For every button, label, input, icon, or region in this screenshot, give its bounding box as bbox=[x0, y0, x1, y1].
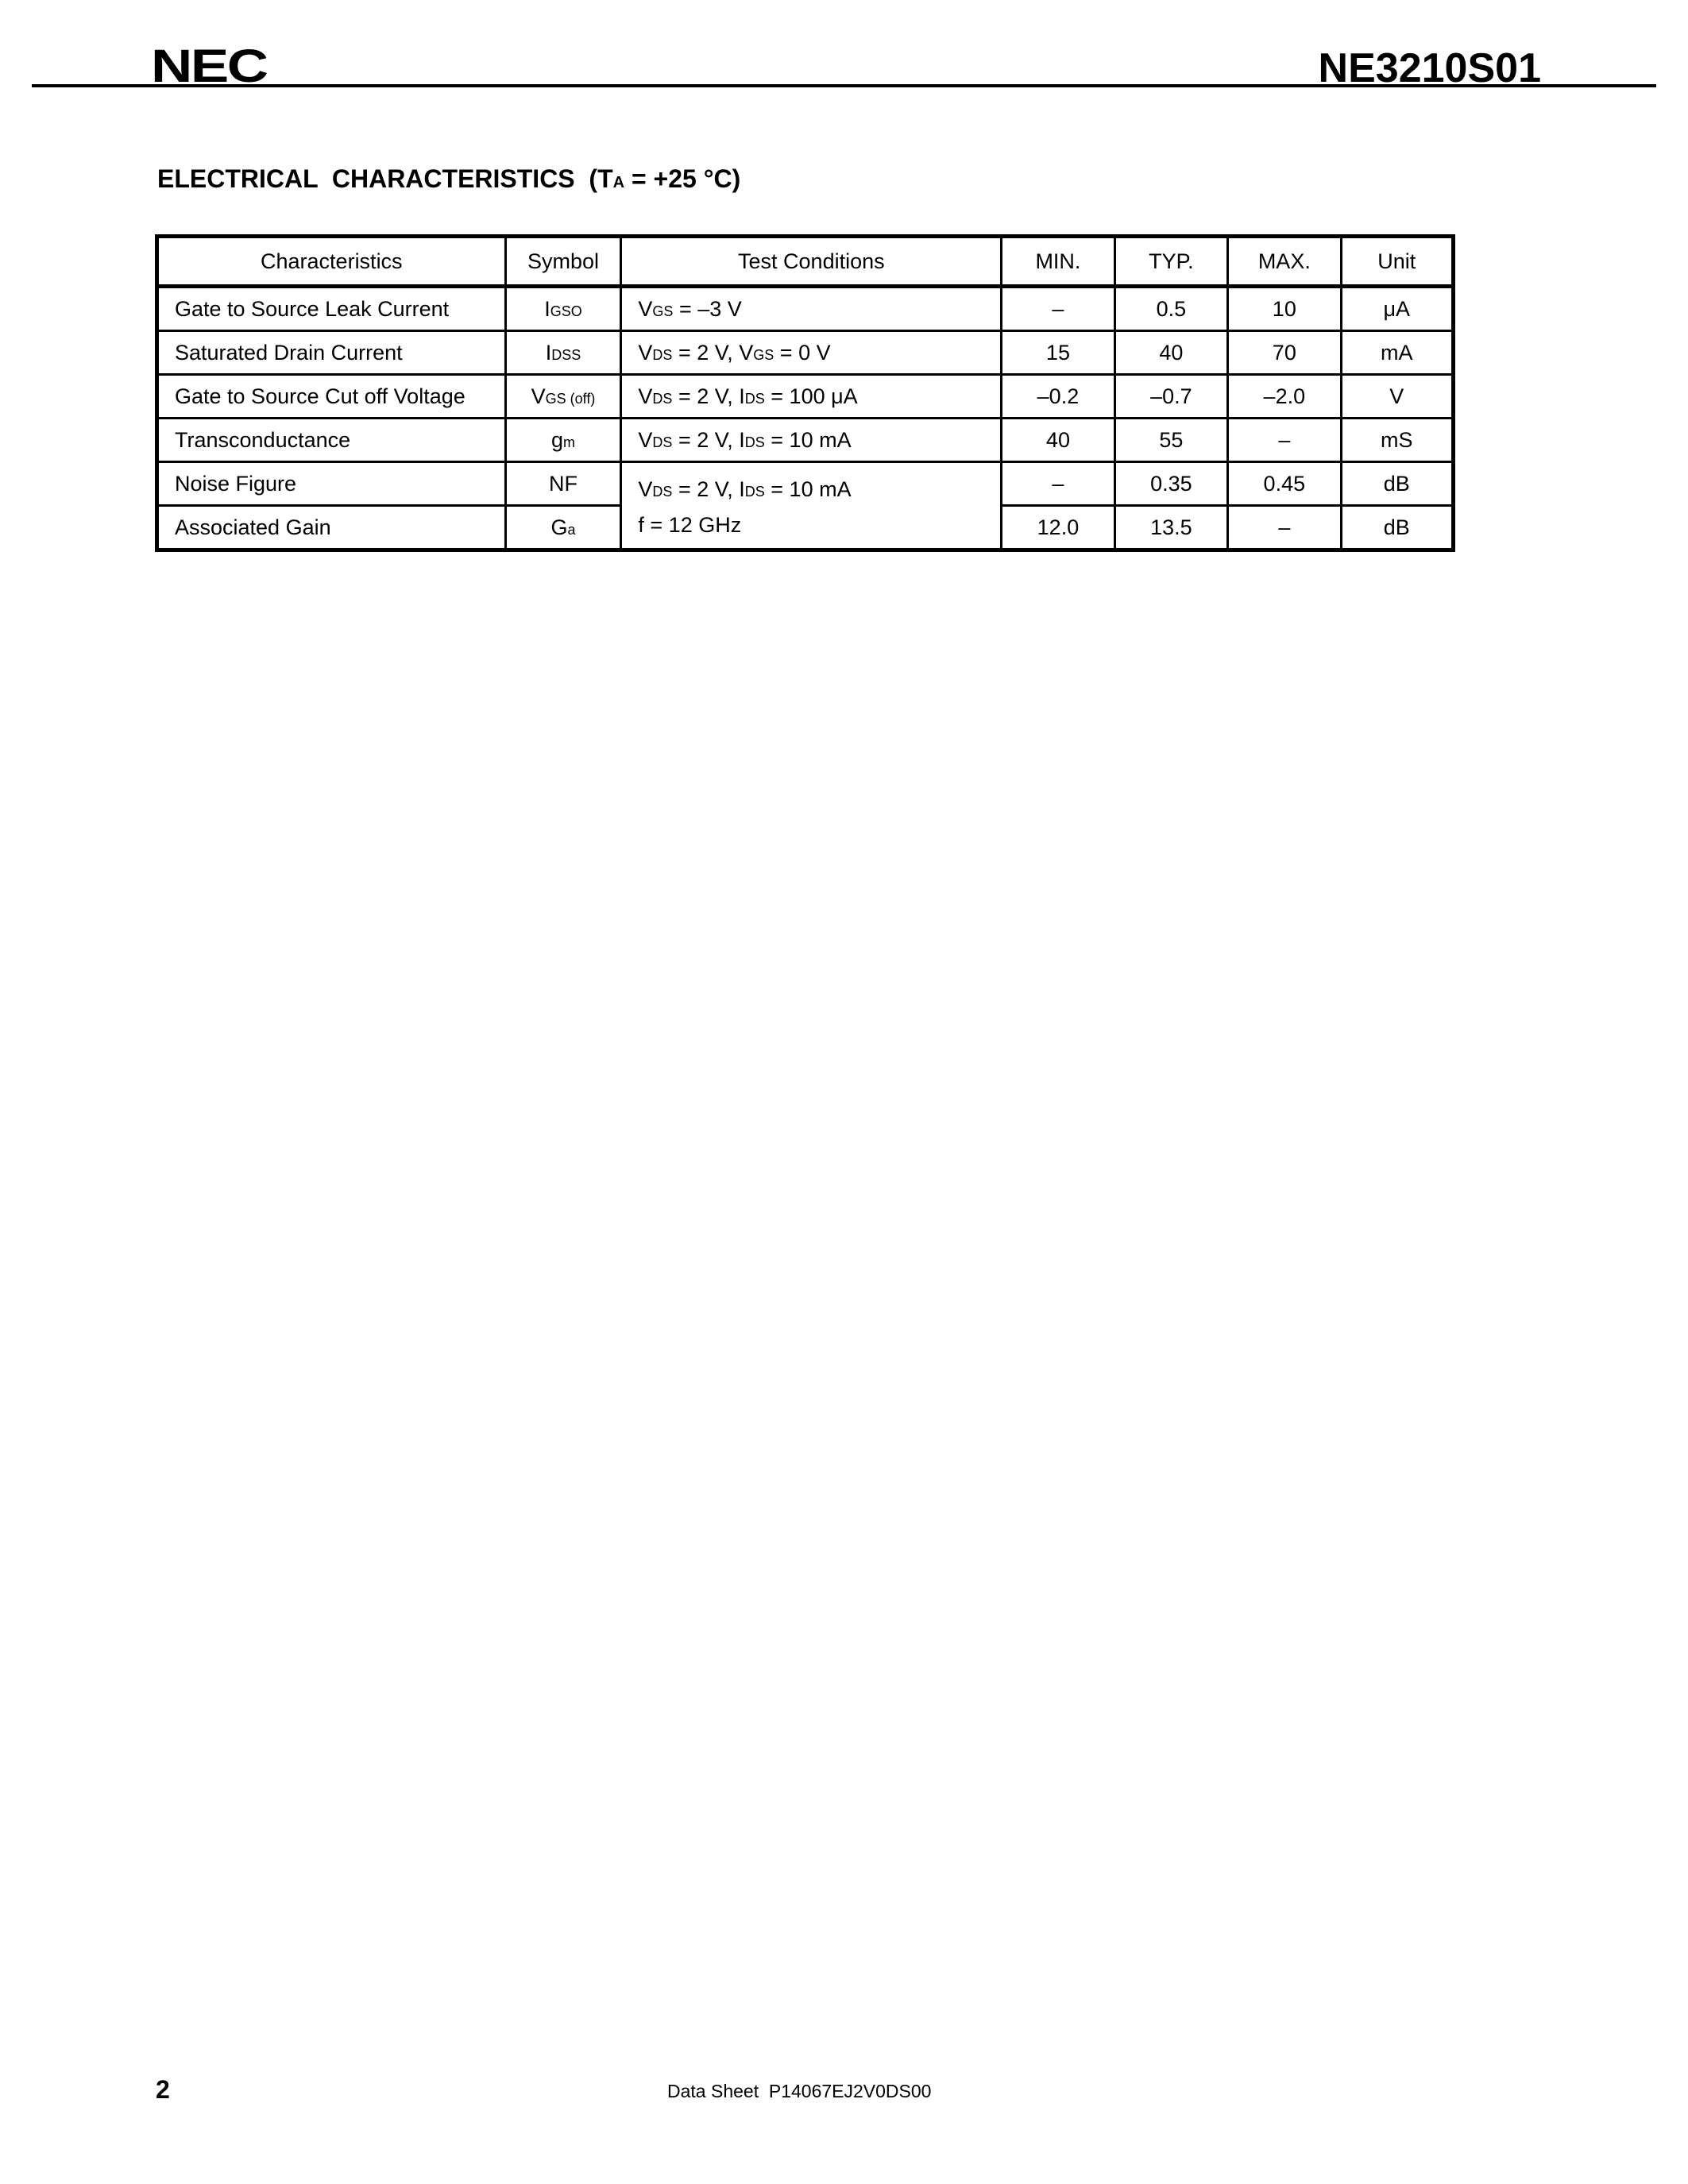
header-min: MIN. bbox=[1002, 237, 1114, 287]
cell-max: 70 bbox=[1228, 331, 1342, 375]
page-number: 2 bbox=[156, 2075, 170, 2104]
cell-characteristic: Saturated Drain Current bbox=[157, 331, 506, 375]
table-row bbox=[157, 375, 1454, 419]
cell-min: – bbox=[1002, 462, 1114, 506]
section-title-subscript: A bbox=[612, 174, 625, 191]
table-row bbox=[157, 462, 1454, 506]
symbol-subscript: a bbox=[567, 521, 576, 538]
cell-unit: V bbox=[1341, 375, 1453, 419]
table-body bbox=[157, 287, 1454, 550]
cell-typ: 0.35 bbox=[1114, 462, 1227, 506]
cell-typ: 0.5 bbox=[1114, 287, 1227, 331]
symbol-subscript: m bbox=[563, 434, 576, 450]
condition-subscript: DS bbox=[652, 434, 673, 450]
condition-text: V bbox=[638, 427, 653, 452]
condition-text: = 2 V, I bbox=[672, 477, 745, 501]
symbol-main: I bbox=[545, 340, 552, 365]
condition-text: V bbox=[638, 477, 653, 501]
cell-test-condition bbox=[621, 287, 1002, 331]
table-row bbox=[157, 419, 1454, 462]
header-typ: TYP. bbox=[1114, 237, 1227, 287]
nec-logo: NEC bbox=[151, 41, 267, 92]
symbol-subscript: GSO bbox=[550, 303, 582, 319]
cell-test-condition bbox=[621, 419, 1002, 462]
condition-text: = –3 V bbox=[673, 296, 742, 321]
condition-subscript: DS bbox=[652, 484, 673, 500]
symbol-main: g bbox=[550, 427, 564, 452]
table-row bbox=[157, 331, 1454, 375]
cell-symbol bbox=[505, 419, 621, 462]
symbol-main: NF bbox=[549, 471, 577, 496]
cell-characteristic: Associated Gain bbox=[157, 506, 506, 550]
condition-text: = 2 V, I bbox=[672, 384, 745, 408]
header-characteristics: Characteristics bbox=[157, 237, 506, 287]
cell-characteristic: Noise Figure bbox=[157, 462, 506, 506]
header-max: MAX. bbox=[1228, 237, 1342, 287]
cell-unit: mS bbox=[1341, 419, 1453, 462]
cell-characteristic: Gate to Source Cut off Voltage bbox=[157, 375, 506, 419]
section-title bbox=[157, 164, 740, 194]
condition-subscript: DS bbox=[652, 346, 673, 363]
cell-characteristic: Gate to Source Leak Current bbox=[157, 287, 506, 331]
condition-subscript: DS bbox=[744, 390, 765, 407]
cell-unit: μA bbox=[1341, 287, 1453, 331]
cell-test-condition bbox=[621, 375, 1002, 419]
cell-characteristic: Transconductance bbox=[157, 419, 506, 462]
condition-text: = 100 μA bbox=[764, 384, 858, 408]
condition-text: V bbox=[638, 384, 653, 408]
cell-typ: 55 bbox=[1114, 419, 1227, 462]
condition-text: = 10 mA bbox=[764, 477, 852, 501]
cell-test-condition bbox=[621, 462, 1002, 550]
part-number: NE3210S01 bbox=[1318, 45, 1541, 91]
cell-min: 40 bbox=[1002, 419, 1114, 462]
cell-unit: mA bbox=[1341, 331, 1453, 375]
cell-max: –2.0 bbox=[1228, 375, 1342, 419]
cell-unit: dB bbox=[1341, 462, 1453, 506]
condition-text: = 10 mA bbox=[764, 427, 852, 452]
cell-min: 12.0 bbox=[1002, 506, 1114, 550]
condition-subscript: GS bbox=[652, 303, 674, 319]
section-title-text: ELECTRICAL CHARACTERISTICS (T bbox=[157, 164, 613, 193]
header-symbol: Symbol bbox=[505, 237, 621, 287]
symbol-main: V bbox=[531, 384, 546, 408]
cell-test-condition bbox=[621, 331, 1002, 375]
header-unit: Unit bbox=[1341, 237, 1453, 287]
table-header-row bbox=[157, 237, 1454, 287]
cell-typ: –0.7 bbox=[1114, 375, 1227, 419]
symbol-main: G bbox=[550, 515, 568, 539]
cell-symbol bbox=[505, 506, 621, 550]
section-title-end: = +25 °C) bbox=[624, 164, 741, 193]
condition-text: f = 12 GHz bbox=[638, 513, 742, 537]
cell-max: 10 bbox=[1228, 287, 1342, 331]
cell-unit: dB bbox=[1341, 506, 1453, 550]
condition-subscript: DS bbox=[652, 390, 673, 407]
condition-text: = 2 V, I bbox=[672, 427, 745, 452]
symbol-subscript: DSS bbox=[551, 346, 581, 363]
condition-text: V bbox=[638, 296, 653, 321]
cell-symbol bbox=[505, 287, 621, 331]
condition-text: = 0 V bbox=[774, 340, 831, 365]
cell-max: – bbox=[1228, 506, 1342, 550]
cell-symbol bbox=[505, 462, 621, 506]
symbol-subscript: GS (off) bbox=[545, 390, 596, 407]
condition-text: V bbox=[638, 340, 653, 365]
electrical-characteristics-table bbox=[155, 234, 1455, 552]
cell-symbol bbox=[505, 375, 621, 419]
cell-typ: 13.5 bbox=[1114, 506, 1227, 550]
symbol-main: I bbox=[544, 296, 550, 321]
footer-doc-ref: Data Sheet P14067EJ2V0DS00 bbox=[667, 2081, 932, 2101]
cell-typ: 40 bbox=[1114, 331, 1227, 375]
condition-subscript: DS bbox=[744, 434, 765, 450]
table-row bbox=[157, 287, 1454, 331]
condition-subscript: DS bbox=[744, 484, 765, 500]
header-rule bbox=[32, 84, 1656, 87]
cell-min: – bbox=[1002, 287, 1114, 331]
condition-subscript: GS bbox=[753, 346, 774, 363]
cell-max: 0.45 bbox=[1228, 462, 1342, 506]
cell-max: – bbox=[1228, 419, 1342, 462]
cell-symbol bbox=[505, 331, 621, 375]
condition-text: = 2 V, V bbox=[672, 340, 754, 365]
header-test-conditions: Test Conditions bbox=[621, 237, 1002, 287]
cell-min: –0.2 bbox=[1002, 375, 1114, 419]
cell-min: 15 bbox=[1002, 331, 1114, 375]
